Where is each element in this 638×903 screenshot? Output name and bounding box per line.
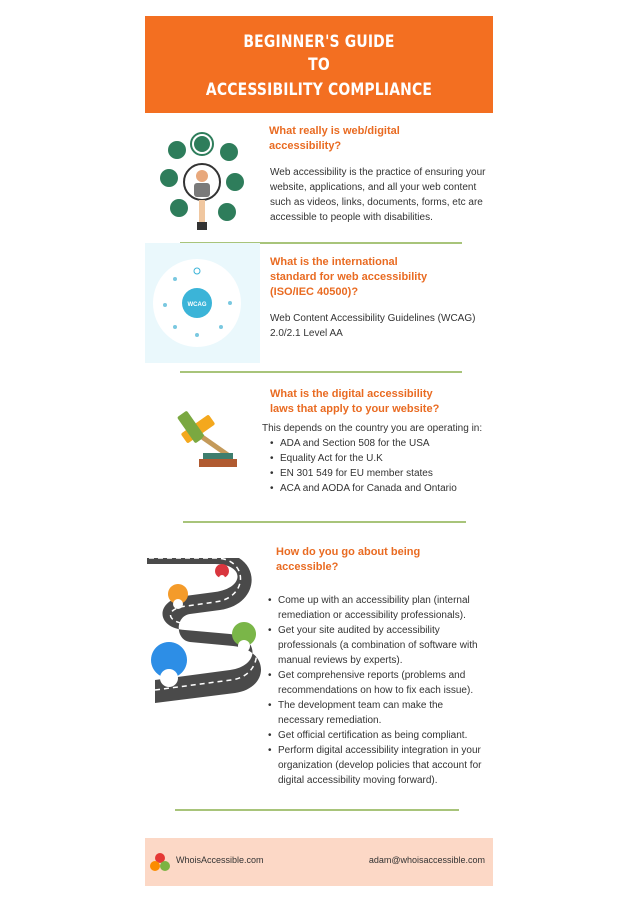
wcag-panel [145, 243, 260, 363]
answer-3-intro: This depends on the country you are operating in: [262, 423, 483, 434]
list-item: • ACA and AODA for Canada and Ontario [270, 481, 457, 496]
list-item: • Come up with an accessibility plan (internal remediation or accessibility professionals). [268, 593, 493, 623]
answer-1-line: website, applications, and all your web content [270, 182, 477, 193]
title-line-2: TO [308, 55, 330, 75]
email-link[interactable]: adam@whoisaccessible.com [368, 855, 485, 865]
question-3-line: laws that apply to your website? [270, 403, 440, 415]
logo-icon [149, 851, 171, 873]
answer-1-line: accessible to people with disabilities. [270, 212, 433, 223]
question-3-line: What is the digital accessibility [270, 388, 433, 400]
answer-1-line: such as videos, links, documents, forms, etc are [270, 197, 483, 208]
question-4-line: accessible? [276, 561, 339, 573]
divider [180, 371, 462, 373]
list-item: • ADA and Section 508 for the USA [270, 436, 457, 451]
list-item: • Get official certification as being compliant. [268, 728, 493, 743]
gavel-icon [173, 401, 239, 473]
list-item: • Get comprehensive reports (problems and recommendations on how to fix each issue). [268, 668, 493, 698]
list-item: • The development team can make the necessary remediation. [268, 698, 493, 728]
question-3 [270, 387, 439, 417]
question-2-line: What is the international [270, 256, 398, 268]
answer-2 [270, 311, 475, 341]
header-banner [145, 16, 493, 113]
steps-list [268, 593, 493, 788]
question-2 [270, 255, 427, 300]
list-item: • Perform digital accessibility integration in your organization (develop policies that account for digital accessibility moving forward). [268, 743, 493, 788]
list-item: • Get your site audited by accessibility professionals (a combination of software with manual reviews by experts). [268, 623, 493, 668]
list-item: • Equality Act for the U.K [270, 451, 457, 466]
question-2-line: standard for web accessibility [270, 271, 428, 283]
title-line-1: BEGINNER'S GUIDE [243, 32, 395, 52]
question-2-line: (ISO/IEC 40500)? [270, 286, 359, 298]
title-line-3: ACCESSIBILITY COMPLIANCE [205, 80, 433, 100]
answer-1-line: Web accessibility is the practice of ensuring your [270, 167, 486, 178]
question-4-line: How do you go about being [276, 546, 421, 558]
laws-list [270, 436, 457, 496]
question-4 [276, 545, 420, 575]
wcag-badge: WCAG [187, 302, 207, 308]
question-1-line-1: What really is web/digital [269, 125, 400, 137]
pin-icon [215, 564, 229, 590]
brand-link[interactable]: WhoisAccessible.com [176, 855, 264, 865]
wcag-illustration [145, 243, 260, 363]
answer-1 [270, 165, 485, 225]
infographic [145, 16, 493, 886]
answer-2-line: Web Content Accessibility Guidelines (WCAG) [270, 313, 476, 324]
footer [145, 838, 493, 886]
people-with-disabilities-icon [159, 126, 244, 232]
question-1-line-2: accessibility? [269, 140, 342, 152]
answer-2-line: 2.0/2.1 Level AA [270, 328, 343, 339]
divider [175, 809, 459, 811]
list-item: • EN 301 549 for EU member states [270, 466, 457, 481]
divider [183, 521, 466, 523]
road-map-icon [145, 558, 263, 708]
